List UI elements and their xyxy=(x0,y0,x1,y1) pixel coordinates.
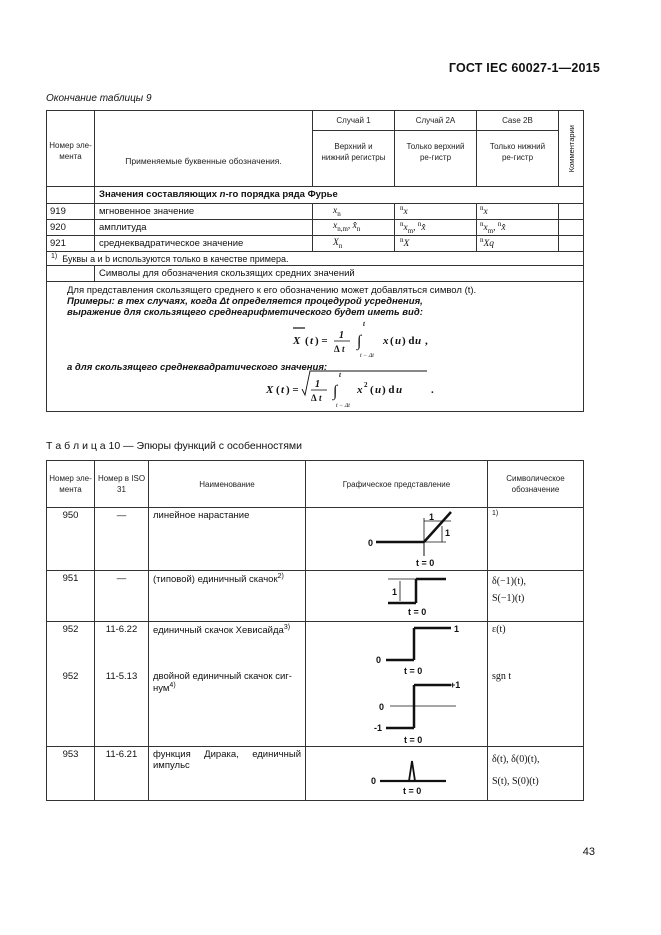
t9-comments: Комментарии xyxy=(566,124,576,173)
t10-col-symbol: Символическое обозначение xyxy=(488,461,584,508)
svg-text:t: t xyxy=(319,393,322,404)
svg-text:t − Δt: t − Δt xyxy=(336,403,350,410)
svg-text:u: u xyxy=(395,335,402,348)
t9-moving-body xyxy=(47,282,584,412)
svg-text:(: ( xyxy=(390,335,394,348)
t10-row-sym: ε(t) sgn t xyxy=(488,622,584,747)
t10-row-sym: δ(−1)(t), S(−1)(t) xyxy=(488,571,584,622)
t10-col-iso: Номер в ISO 31 xyxy=(95,461,149,508)
t9-row-comment xyxy=(559,204,584,220)
svg-text:1: 1 xyxy=(454,624,460,634)
svg-text:,: , xyxy=(425,335,428,348)
t10-row-name: линейное нарастание xyxy=(149,508,306,571)
svg-text:x: x xyxy=(383,335,389,348)
svg-text:Δ: Δ xyxy=(334,344,340,355)
t9-footnote: $^{1)}$ Буквы a и b используются только в качестве примера. xyxy=(47,252,584,266)
t10-row-iso: — xyxy=(95,508,149,571)
svg-text:t: t xyxy=(339,371,341,380)
t9-case1-desc: Верхний и нижний регистры xyxy=(313,131,395,187)
svg-text:t: t xyxy=(281,384,285,397)
svg-text:u: u xyxy=(396,384,403,397)
svg-text:x: x xyxy=(357,384,363,397)
t9-row-c2b: $^n$Xq xyxy=(477,236,559,252)
t9-section-blank xyxy=(47,187,95,204)
svg-text:t: t xyxy=(310,335,314,348)
svg-text:t = 0: t = 0 xyxy=(416,558,435,568)
svg-text:∫: ∫ xyxy=(333,383,338,401)
t9-col-num: Номер эле-мента xyxy=(47,111,95,187)
graph-dirac xyxy=(306,747,488,801)
t9-row-c1: $X_n$ xyxy=(313,236,395,252)
svg-text:t = 0: t = 0 xyxy=(404,666,423,676)
svg-text:) d: ) d xyxy=(402,335,415,348)
t10-row-num: 952 952 xyxy=(47,622,95,747)
svg-text:0: 0 xyxy=(371,776,377,786)
t9-row-comment xyxy=(559,220,584,236)
svg-text:0: 0 xyxy=(379,702,385,712)
t10-row-iso: 11-6.21 xyxy=(95,747,149,801)
svg-text:u: u xyxy=(375,384,382,397)
t9-row-c1: $x_n$ xyxy=(313,204,395,220)
svg-text:-1: -1 xyxy=(374,723,383,733)
graph-ramp xyxy=(306,508,488,571)
svg-text:t: t xyxy=(342,344,345,355)
t9-row-c2a: $^nx_m$, $^n$x̂ xyxy=(395,220,477,236)
t10-row-num: 950 xyxy=(47,508,95,571)
svg-text:u: u xyxy=(415,335,422,348)
graph-step xyxy=(306,571,488,622)
t9-row-c2a: $^n$X xyxy=(395,236,477,252)
svg-text:.: . xyxy=(431,384,434,397)
t10-col-num: Номер эле-мента xyxy=(47,461,95,508)
svg-text:t − Δt: t − Δt xyxy=(360,353,374,360)
t9-case2b: Case 2B xyxy=(477,111,559,131)
t9-moving-blank xyxy=(47,266,95,282)
t9-moving-rms: а для скользящего среднеквадратического значения: xyxy=(67,362,328,374)
t9-row-c2a: $^n$x xyxy=(395,204,477,220)
table10 xyxy=(46,460,584,801)
page-number: 43 xyxy=(582,846,595,858)
t9-case2a-desc: Только верхний ре-гистр xyxy=(395,131,477,187)
t9-row-name: амплитуда xyxy=(95,220,313,236)
t10-row-name: функция Дирака, единичный импульс xyxy=(149,747,306,801)
t10-row-iso: 11-6.22 11-5.13 xyxy=(95,622,149,747)
t10-row-sym: 1) xyxy=(488,508,584,571)
svg-text:0: 0 xyxy=(376,655,382,665)
t10-col-graph: Графическое представление xyxy=(306,461,488,508)
t9-moving-intro: Для представления скользящего среднего к его обозначению может добавляться символ (t). xyxy=(67,285,477,297)
table9 xyxy=(46,110,584,412)
t10-row-num: 951 xyxy=(47,571,95,622)
t9-row-name: мгновенное значение xyxy=(95,204,313,220)
svg-text:1: 1 xyxy=(392,587,398,597)
t9-moving-title: Символы для обозначения скользящих средних значений xyxy=(95,266,584,282)
t10-row-name: единичный скачок Хевисайда$^{3)}$ двойной единичный скачок сиг-нум$^{4)}$ xyxy=(149,622,306,747)
svg-text:X: X xyxy=(293,335,301,348)
t9-section: Значения составляющих n-го порядка ряда Фурье xyxy=(95,187,584,204)
svg-text:1: 1 xyxy=(315,379,320,391)
svg-text:t = 0: t = 0 xyxy=(404,735,423,745)
t10-row-sym: δ(t), δ(0)(t), S(t), S(0)(t) xyxy=(488,747,584,801)
svg-text:t = 0: t = 0 xyxy=(403,786,422,796)
svg-text:t = 0: t = 0 xyxy=(408,607,427,617)
t9-moving-examples-2: выражение для скользящего среднеарифметического будет иметь вид: xyxy=(67,307,423,319)
graph-heaviside-signum xyxy=(306,622,488,747)
t10-col-name: Наименование xyxy=(149,461,306,508)
svg-text:2: 2 xyxy=(364,381,368,390)
t9-col-symbols: Применяемые буквенные обозначения. xyxy=(95,111,313,187)
svg-text:t: t xyxy=(363,320,365,329)
t9-row-num: 921 xyxy=(47,236,95,252)
svg-text:(: ( xyxy=(276,384,280,397)
t9-moving-examples-1: Примеры: в тех случаях, когда Δt определяется процедурой усреднения, xyxy=(67,296,423,308)
formula-mean xyxy=(67,318,583,360)
table9-caption: Окончание таблицы 9 xyxy=(46,93,152,104)
svg-text:1: 1 xyxy=(339,330,344,342)
svg-text:0: 0 xyxy=(368,538,374,548)
svg-text:(: ( xyxy=(305,335,309,348)
t10-row-num: 953 xyxy=(47,747,95,801)
svg-text:+1: +1 xyxy=(450,680,461,690)
table10-caption: Т а б л и ц а 10 — Эпюры функций с особенностями xyxy=(46,440,302,452)
svg-text:) d: ) d xyxy=(382,384,395,397)
formula-rms xyxy=(67,371,583,410)
svg-text:) =: ) = xyxy=(286,384,299,397)
svg-text:Δ: Δ xyxy=(311,393,317,404)
document-id: ГОСТ IEC 60027-1—2015 xyxy=(448,61,600,75)
t9-row-num: 920 xyxy=(47,220,95,236)
t9-case2a: Случай 2А xyxy=(395,111,477,131)
svg-text:1: 1 xyxy=(429,512,435,522)
t10-row-name: (типовой) единичный скачок$^{2)}$ xyxy=(149,571,306,622)
t9-row-c2b: $^nx_m$, $^n$x̂ xyxy=(477,220,559,236)
t9-case1: Случай 1 xyxy=(313,111,395,131)
svg-text:) =: ) = xyxy=(315,335,328,348)
t9-case2b-desc: Только нижний ре-гистр xyxy=(477,131,559,187)
t9-row-c1: $x_{n,m}$, $x̂_n$ xyxy=(313,220,395,236)
svg-text:1: 1 xyxy=(445,528,451,538)
svg-text:(: ( xyxy=(370,384,374,397)
t9-row-c2b: $^n$x xyxy=(477,204,559,220)
t9-row-name: среднеквадратическое значение xyxy=(95,236,313,252)
svg-text:∫: ∫ xyxy=(357,333,362,351)
svg-text:X: X xyxy=(266,384,274,397)
t9-comments-cell xyxy=(559,111,584,187)
t9-row-num: 919 xyxy=(47,204,95,220)
t9-row-comment xyxy=(559,236,584,252)
t10-row-iso: — xyxy=(95,571,149,622)
